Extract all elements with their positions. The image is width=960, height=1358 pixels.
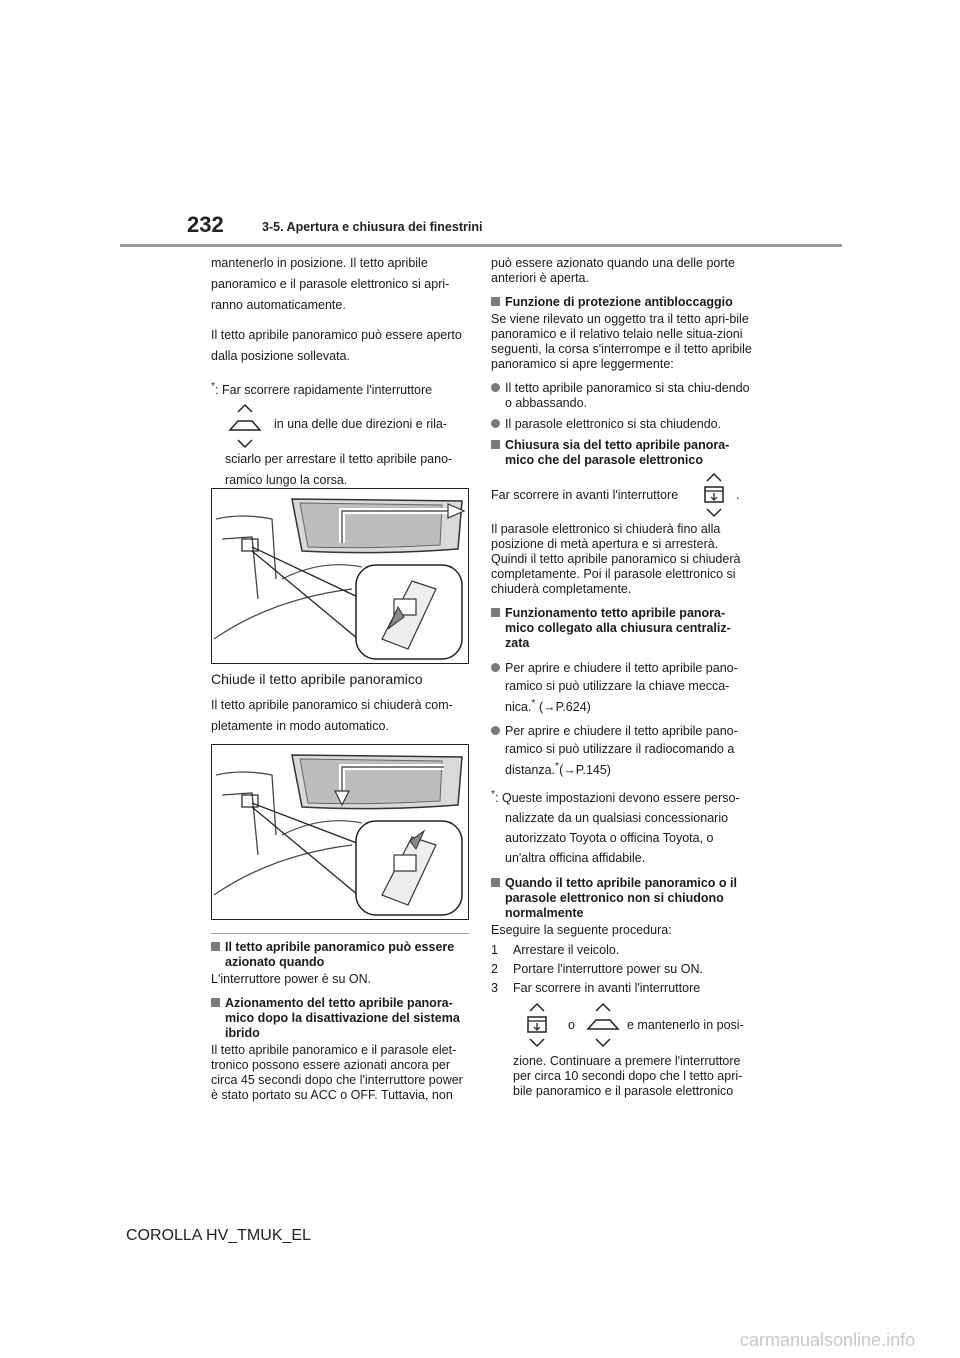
step-1: [491, 943, 753, 958]
square-bullet: [491, 440, 500, 449]
right-heading-2-period: .: [736, 488, 740, 502]
right-note: [491, 785, 753, 868]
round-bullet: [491, 419, 500, 428]
left-heading-1-body: L'interruttore power è su ON.: [211, 972, 372, 986]
right-note-text: : Queste impostazioni devono essere perso-nalizzate da un qualsiasi concessionario autorizzato Toyota o officina Toyota, o un'altra officina affidabile.: [495, 791, 740, 866]
sunshade-switch-icon: [698, 472, 730, 518]
figure-open-roof: [211, 488, 469, 664]
step-3-number: 3: [491, 981, 498, 996]
right-heading-4-body: Eseguire la seguente procedura:: [491, 923, 672, 938]
step-3-text: Far scorrere in avanti l'interruttore: [513, 981, 701, 996]
square-bullet: [491, 878, 500, 887]
watermark: carmanualsonline.info: [740, 1330, 916, 1350]
step-2-number: 2: [491, 962, 498, 977]
left-column-middle: [211, 668, 469, 737]
header-rule: [120, 244, 842, 247]
step-3-b: e mantenerlo in posi-: [627, 1018, 744, 1033]
asterisk: *: [555, 761, 560, 773]
step-3-c: zione. Continuare a premere l'interruttore per circa 10 secondi dopo che l tetto apri-bile panoramico e il parasole elettronico: [513, 1054, 743, 1099]
asterisk: *: [491, 789, 496, 801]
right-column: [491, 256, 753, 1099]
sunshade-switch-icon: [521, 1002, 553, 1048]
right-bullet-2-text: Il parasole elettronico si sta chiudendo.: [505, 417, 722, 431]
left-heading-2-body: Il tetto apribile panoramico e il parasole elet-tronico possono essere azionati ancora per circa 45 secondi dopo che l'interruttore power è stato portato su ACC o OFF. Tuttavia, non: [211, 1043, 463, 1102]
right-heading-2-text: Chiusura sia del tetto apribile panora-mico che del parasole elettronico: [505, 438, 730, 467]
left-heading-1-text: Il tetto apribile panoramico può essere azionato quando: [225, 940, 455, 969]
right-heading-1-text: Funzione di protezione antibloccaggio: [505, 295, 733, 309]
close-roof-subheading: Chiude il tetto apribile panoramico: [211, 671, 423, 687]
left-paragraph-3: Il tetto apribile panoramico si chiuderà com-pletamente in modo automatico.: [211, 698, 453, 733]
figure-close-roof: [211, 744, 469, 920]
roof-tilt-switch-icon: [585, 1002, 621, 1048]
round-bullet: [491, 663, 500, 672]
right-heading-2-body: Il parasole elettronico si chiuderà fino alla posizione di metà apertura e si arresterà. Quindi il tetto apribile panoramico si chiuderà completamente. Poi il parasole elettronico si chiuderà completamente.: [491, 522, 741, 596]
page-reference-624[interactable]: (→P.624): [535, 700, 591, 715]
right-heading-2-line: Far scorrere in avanti l'interruttore: [491, 488, 679, 502]
right-paragraph-1: può essere azionato quando una delle porte anteriori è aperta.: [491, 256, 735, 285]
left-paragraph-2: Il tetto apribile panoramico può essere aperto dalla posizione sollevata.: [211, 328, 462, 363]
right-heading-1-body: Se viene rilevato un oggetto tra il tetto apri-bile panoramico e il relativo telaio nelle situa-zioni seguenti, la corsa s'interrompe e il tetto apribile panoramico si apre leggermente:: [491, 312, 752, 371]
asterisk: *: [531, 698, 536, 709]
right-heading-3: [491, 606, 753, 651]
left-note-c: sciarlo per arrestare il tetto apribile pano-ramico lungo la corsa.: [225, 452, 453, 488]
square-bullet: [211, 998, 220, 1007]
page-number: 232: [187, 212, 224, 237]
step-3-or: o: [568, 1018, 575, 1033]
right-heading-2: [491, 438, 753, 468]
step-1-text: Arrestare il veicolo.: [513, 943, 620, 958]
step-1-number: 1: [491, 943, 498, 958]
right-bullet-4: [491, 722, 753, 779]
right-bullet-4-text: Per aprire e chiudere il tetto apribile pano-ramico si può utilizzare il radiocomando a distanza.: [505, 724, 738, 778]
round-bullet: [491, 726, 500, 735]
right-heading-4: [491, 876, 753, 921]
right-bullet-2: [491, 417, 753, 432]
left-note-b: in una delle due direzioni e rila-: [274, 417, 448, 432]
section-title: 3-5. Apertura e chiusura dei finestrini: [262, 220, 483, 234]
roof-tilt-switch-icon: [227, 403, 263, 449]
square-bullet: [491, 297, 500, 306]
page-reference-145[interactable]: (→P.145): [559, 763, 611, 778]
right-bullet-1-text: Il tetto apribile panoramico si sta chiu-dendo o abbassando.: [505, 381, 750, 410]
asterisk: *: [211, 381, 216, 392]
left-column-bottom: [211, 933, 469, 1103]
right-heading-2-icon-line: [491, 472, 753, 518]
left-note-icon-line: [211, 403, 469, 449]
left-note-a: : Far scorrere rapidamente l'interruttore: [215, 383, 433, 398]
step-2-text: Portare l'interruttore power su ON.: [513, 962, 703, 977]
left-heading-2: [211, 996, 469, 1041]
step-3-icon-line: [513, 1002, 753, 1050]
footer-model: COROLLA HV_TMUK_EL: [126, 1227, 311, 1244]
round-bullet: [491, 383, 500, 392]
square-bullet: [211, 942, 220, 951]
square-bullet: [491, 608, 500, 617]
step-2: [491, 962, 753, 977]
left-paragraph-1: mantenerlo in posizione. Il tetto apribile panoramico e il parasole elettronico si apri-ranno automaticamente.: [211, 256, 450, 312]
left-heading-2-text: Azionamento del tetto apribile panora-mico dopo la disattivazione del sistema ibrido: [225, 996, 460, 1040]
step-3: [491, 981, 753, 996]
left-heading-1: [211, 940, 469, 970]
right-heading-4-text: Quando il tetto apribile panoramico o il parasole elettronico non si chiudono normalmente: [505, 876, 737, 921]
right-bullet-3: [491, 659, 753, 716]
right-bullet-3-text: Per aprire e chiudere il tetto apribile pano-ramico si può utilizzare la chiave mecca-nica.: [505, 661, 738, 715]
left-column-top: [211, 253, 469, 491]
left-note-line-1: [211, 376, 469, 401]
right-bullet-1: [491, 381, 753, 411]
right-heading-3-text: Funzionamento tetto apribile panora-mico collegato alla chiusura centraliz-zata: [505, 606, 731, 650]
right-heading-1: [491, 295, 753, 310]
